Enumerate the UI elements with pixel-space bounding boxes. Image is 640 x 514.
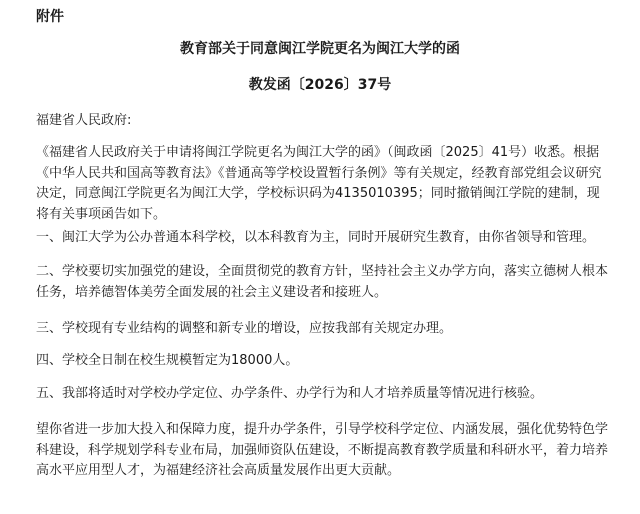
paragraph-item-5: 五、我部将适时对学校办学定位、办学条件、办学行为和人才培养质量等情况进行核验。 <box>36 386 544 401</box>
paragraph-closing: 望你省进一步加大投入和保障力度，提升办学条件，引导学校科学定位、内涵发展，强化优势特色学科建设，科学规划学科专业布局，加强师资队伍建设，不断提高教育教学质量和科研水平，着力培养高水平应用型人才，为福建经济社会高质量发展作出更大贡献。 <box>36 422 609 478</box>
attachment-label: 附件 <box>36 9 64 25</box>
paragraph-item-3: 三、学校现有专业结构的调整和新专业的增设，应按我部有关规定办理。 <box>36 321 453 336</box>
salutation: 福建省人民政府: <box>36 113 132 128</box>
document-title: 教育部关于同意闽江学院更名为闽江大学的函 <box>180 41 460 57</box>
document-number: 教发函〔2026〕37号 <box>248 77 392 93</box>
paragraph-item-2: 二、学校要切实加强党的建设，全面贯彻党的教育方针，坚持社会主义办学方向，落实立德树人根本任务，培养德智体美劳全面发展的社会主义建设者和接班人。 <box>36 264 609 300</box>
paragraph-item-1: 一、闽江大学为公办普通本科学校，以本科教育为主，同时开展研究生教育，由你省领导和管理。 <box>36 230 596 245</box>
paragraph-intro: 《福建省人民政府关于申请将闽江学院更名为闽江大学的函》（闽政函〔2025〕41号）收悉。根据《中华人民共和国高等教育法》《普通高等学校设置暂行条例》等有关规定，经教育部党组会议研究决定，同意闽江学院更名为闽江大学，学校标识码为4135010395；同时撤销闽江学院的建制，现将有关事项函告如下。 <box>36 145 602 222</box>
paragraph-item-4: 四、学校全日制在校生规模暂定为18000人。 <box>36 353 299 368</box>
